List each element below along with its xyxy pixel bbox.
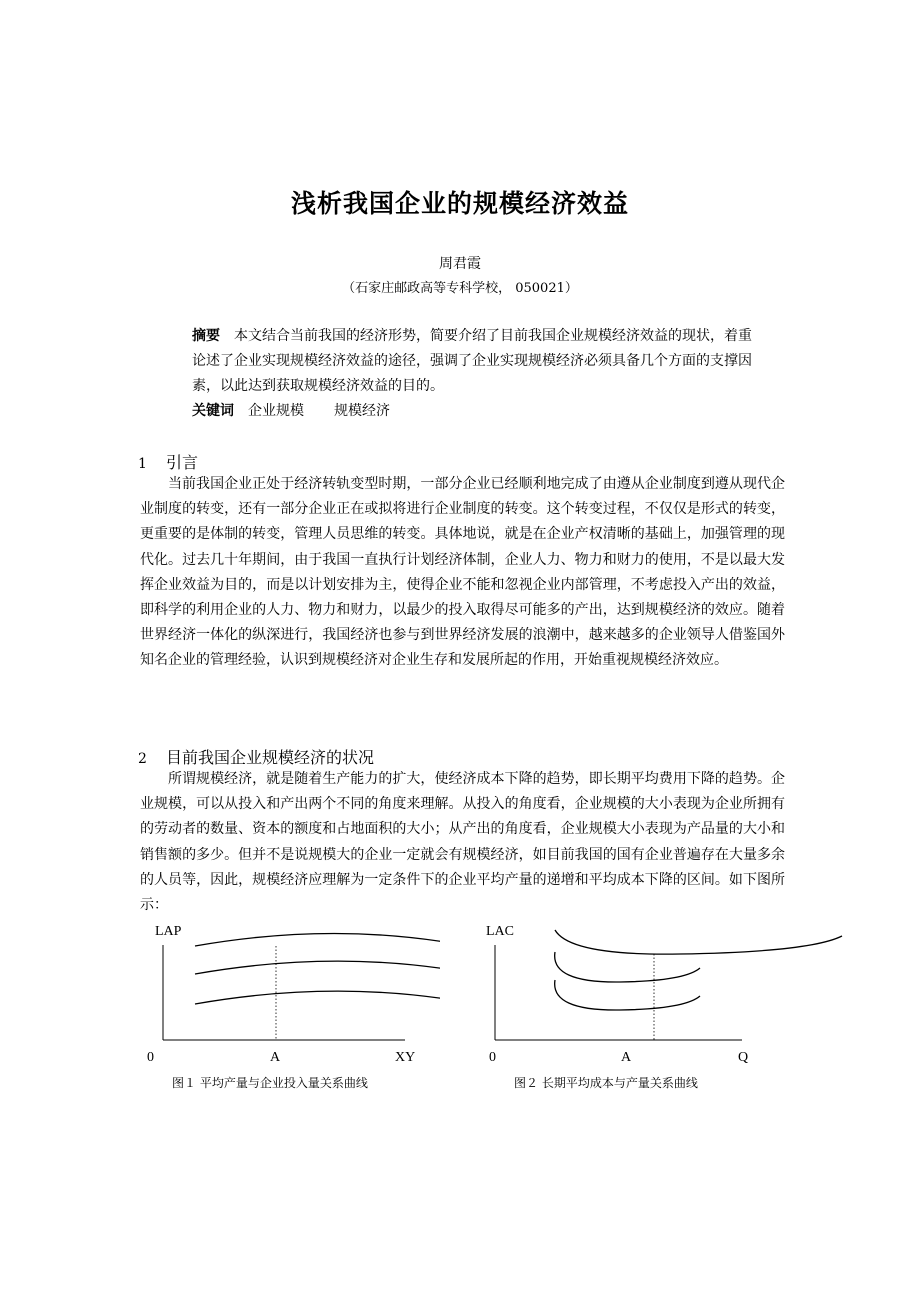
section-title: 目前我国企业规模经济的状况 [166, 748, 375, 767]
author-name: 周君霞 [439, 256, 481, 272]
figure-2 [480, 918, 855, 1068]
author-affiliation: （石家庄邮政高等专科学校， 050021） [342, 281, 578, 296]
lap-curve [195, 961, 440, 984]
section-1-body: 当前我国企业正处于经济转轨变型时期，一部分企业已经顺利地完成了由遵从企业制度到遵从现代企业制度的转变，还有一部分企业正在或拟将进行企业制度的转变。这个转变过程，不仅仅是形式的转变，更重要的是体制的转变，管理人员思维的转变。具体地说，就是在企业产权清晰的基础上，加强管理的现代化。过去几十年期间，由于我国一直执行计划经济体制，企业人力、物力和财力的使用，不是以最大发挥企业效益为目的，而是以计划安排为主，使得企业不能和忽视企业内部管理，不考虑投入产出的效益，即科学的利用企业的人力、物力和财力，以最少的投入取得尽可能多的产出，达到规模经济的效应。随着世界经济一体化的纵深进行，我国经济也参与到世界经济发展的浪潮中，越来越多的企业领导人借鉴国外知名企业的管理经验，认识到规模经济对企业生存和发展所起的作用，开始重视规模经济效应。 [140, 476, 785, 669]
sac-curve [555, 980, 700, 1010]
abstract-label: 摘要 [192, 328, 220, 344]
keyword-item: 企业规模 [248, 403, 304, 419]
section-title: 引言 [166, 453, 199, 472]
keywords-line [192, 399, 752, 424]
lap-curve [195, 934, 440, 959]
origin-label: 0 [147, 1050, 154, 1065]
section-number: 2 [138, 751, 147, 767]
sac-curve [555, 952, 700, 982]
figure-1-caption: 图１ 平均产量与企业投入量关系曲线 [172, 1076, 368, 1090]
y-axis-label: LAP [155, 924, 182, 939]
abstract-paragraph [192, 324, 752, 399]
origin-label: 0 [489, 1050, 496, 1065]
lac-curve [555, 930, 842, 954]
section-1-heading [138, 450, 788, 473]
section-2-body: 所谓规模经济，就是随着生产能力的扩大，使经济成本下降的趋势，即长期平均费用下降的趋势。企业规模，可以从投入和产出两个不同的角度来理解。从投入的角度看，企业规模的大小表现为企业所拥有的劳动者的数量、资本的额度和占地面积的大小；从产出的角度看，企业规模大小表现为产品量的大小和销售额的多少。但并不是说规模大的企业一定就会有规模经济，如目前我国的国有企业普遍存在大量多余的人员等，因此，规模经济应理解为一定条件下的企业平均产量的递增和平均成本下降的区间。如下图所示： [140, 771, 785, 914]
figure-1 [140, 918, 440, 1068]
lap-curve [195, 991, 440, 1014]
keywords-label: 关键词 [192, 403, 234, 419]
section-number: 1 [138, 456, 147, 472]
keyword-item: 规模经济 [334, 403, 390, 419]
paper-title: 浅析我国企业的规模经济效益 [290, 189, 629, 218]
abstract-block [192, 324, 752, 424]
section-2-heading [138, 745, 788, 768]
x-axis-label: Q [738, 1050, 749, 1065]
abstract-text: 本文结合当前我国的经济形势，简要介绍了目前我国企业规模经济效益的现状，着重论述了企业实现规模经济效益的途径，强调了企业实现规模经济必须具备几个方面的支撑因素，以此达到获取规模经济效益的目的。 [192, 328, 752, 394]
figure-2-caption: 图２ 长期平均成本与产量关系曲线 [514, 1076, 698, 1090]
mark-label: A [621, 1050, 632, 1065]
y-axis-label: LAC [486, 924, 514, 939]
mark-label: A [270, 1050, 281, 1065]
x-axis-label: XY [395, 1050, 416, 1065]
